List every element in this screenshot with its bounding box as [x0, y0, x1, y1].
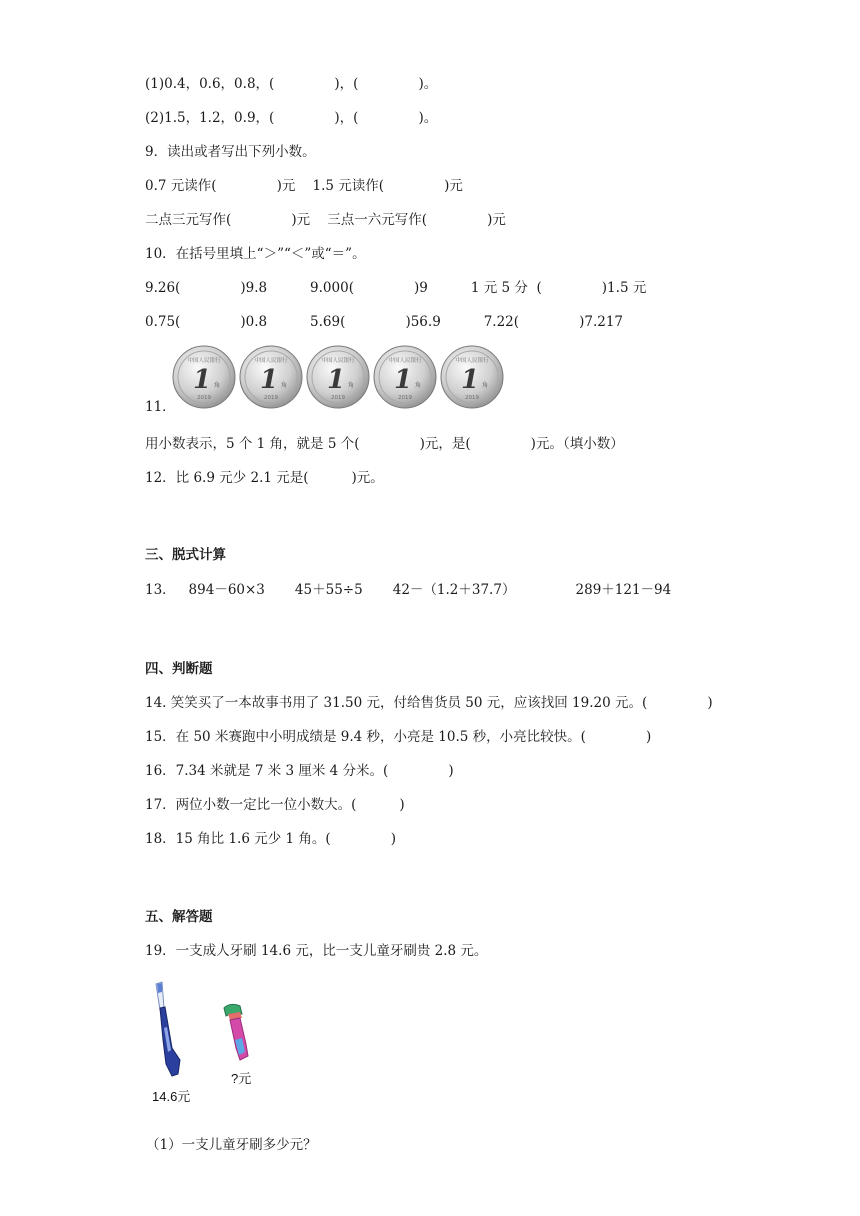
question-9-title: 9．读出或者写出下列小数。: [145, 144, 316, 160]
question-11-text: 用小数表示，5 个 1 角，就是 5 个( )元，是( )元。（填小数）: [145, 436, 624, 452]
coin-value: 1: [460, 365, 480, 395]
one-jiao-coin-icon: [440, 345, 504, 409]
question-12-text: 12．比 6.9 元少 2.1 元是( )元。: [145, 470, 384, 486]
coin-unit: 角: [481, 382, 489, 389]
adult-price-label: 14.6元: [152, 1089, 191, 1104]
coin-inscription: 中国人民银行: [187, 358, 221, 364]
question-8-part-2: (2)1.5，1.2，0.9，( )，( )。: [145, 110, 438, 126]
question-19-part-1: （1）一支儿童牙刷多少元？: [146, 1137, 317, 1153]
child-price-label: ?元: [231, 1071, 252, 1086]
coin-year: 2019: [331, 395, 345, 401]
question-19-text: 19．一支成人牙刷 14.6 元，比一支儿童牙刷贵 2.8 元。: [145, 943, 488, 959]
question-16-text: 16．7.34 米就是 7 米 3 厘米 4 分米。( ): [145, 763, 454, 779]
question-14-text: 14. 笑笑买了一本故事书用了 31.50 元，付给售货员 50 元，应该找回 19.20 元。( ): [145, 695, 713, 711]
coin-unit: 角: [213, 382, 221, 389]
question-13-text: 13． 894－60×3 45＋55÷5 42－（1.2＋37.7） 289＋121－94: [145, 582, 672, 598]
section-5-heading: 五、解答题: [145, 909, 213, 925]
one-jiao-coin-icon: [239, 345, 303, 409]
coin-inscription: 中国人民银行: [321, 358, 355, 364]
coin-unit: 角: [414, 382, 422, 389]
question-17-text: 17．两位小数一定比一位小数大。( ): [145, 797, 405, 813]
coin-value: 1: [192, 365, 212, 395]
one-jiao-coin-icon: [306, 345, 370, 409]
question-10-title: 10．在括号里填上“＞”“＜”或“＝”。: [145, 246, 366, 262]
question-15-text: 15．在 50 米赛跑中小明成绩是 9.4 秒，小亮是 10.5 秒，小亮比较快。( ): [145, 729, 652, 745]
question-9-line-b: 二点三元写作( )元 三点一六元写作( )元: [145, 212, 506, 228]
child-toothbrush-icon: [218, 1000, 258, 1064]
coin-year: 2019: [197, 395, 211, 401]
coin-unit: 角: [280, 382, 288, 389]
coin-inscription: 中国人民银行: [388, 358, 422, 364]
one-jiao-coin-icon: [172, 345, 236, 409]
section-3-heading: 三、脱式计算: [145, 547, 226, 563]
one-jiao-coin-icon: [373, 345, 437, 409]
section-4-heading: 四、判断题: [145, 661, 213, 677]
coin-row: [172, 345, 504, 411]
question-8-part-1: (1)0.4，0.6，0.8，( )，( )。: [145, 76, 438, 92]
coin-year: 2019: [264, 395, 278, 401]
coin-inscription: 中国人民银行: [455, 358, 489, 364]
question-18-text: 18．15 角比 1.6 元少 1 角。( ): [145, 831, 396, 847]
coin-inscription: 中国人民银行: [254, 358, 288, 364]
coin-value: 1: [326, 365, 346, 395]
question-10-line-b: 0.75( )0.8 5.69( )56.9 7.22( )7.217: [145, 314, 624, 330]
question-10-line-a: 9.26( )9.8 9.000( )9 1 元 5 分 ( )1.5 元: [145, 280, 647, 296]
coin-year: 2019: [398, 395, 412, 401]
coin-value: 1: [393, 365, 413, 395]
coin-value: 1: [259, 365, 279, 395]
coin-year: 2019: [465, 395, 479, 401]
question-11-number: 11．: [145, 399, 176, 415]
adult-toothbrush-icon: [148, 978, 193, 1086]
question-9-line-a: 0.7 元读作( )元 1.5 元读作( )元: [145, 178, 463, 194]
coin-unit: 角: [347, 382, 355, 389]
